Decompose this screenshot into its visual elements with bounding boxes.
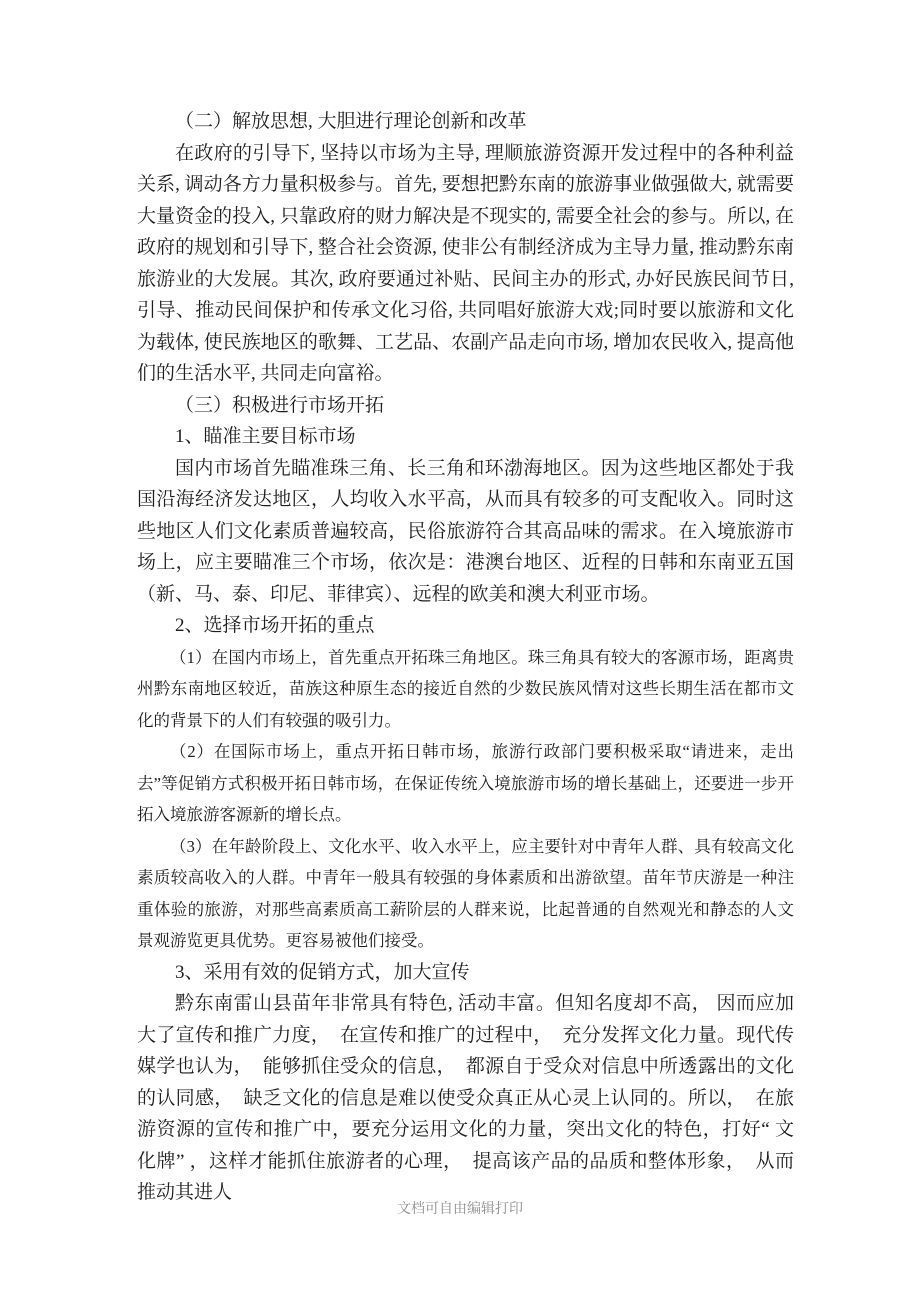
paragraph: 在政府的引导下, 坚持以市场为主导, 理顺旅游资源开发过程中的各种利益关系, 调动各方力量积极参与。首先, 要想把黔东南的旅游事业做强做大, 就需要大量资金的投入, 只靠政府的财力解决是不现实的, 需要全社会的参与。所以, 在政府的规划和引导下, 整合社会资源, 使非公有制经济成为主导力量, 推动黔东南旅游业的大发展。其次, 政府要通过补贴、民间主办的形式, 办好民族民间节日, 引导、推动民间保护和传承文化习俗, 共同唱好旅游大戏;同时要以旅游和文化为载体, 使民族地区的歌舞、工艺品、农副产品走向市场, 增加农民收入, 提高他们的生活水平, 共同走向富裕。 [137,142,794,384]
sub-heading: 1、瞄准主要目标市场 [175,426,356,447]
paragraph: 国内市场首先瞄准珠三角、长三角和环渤海地区。因为这些地区都处于我国沿海经济发达地区，人均收入水平高，从而具有较多的可支配收入。同时这些地区人们文化素质普遍较高，民俗旅游符合其高品味的需求。在入境旅游市场上，应主要瞄准三个市场，依次是：港澳台地区、近程的日韩和东南亚五国（新、马、泰、印尼、菲律宾）、远程的欧美和澳大利亚市场。 [137,457,794,605]
numbered-item: （3）在年龄阶段上、文化水平、收入水平上，应主要针对中青年人群、具有较高文化素质较高收入的人群。中青年一般具有较强的身体素质和出游欲望。苗年节庆游是一种注重体验的旅游，对那些高素质高工薪阶层的人群来说，比起普通的自然观光和静态的人文景观游览更具优势。更容易被他们接受。 [137,836,794,950]
section-heading: （三）积极进行市场开拓 [175,394,385,416]
sub-heading: 2、选择市场开拓的重点 [175,615,375,636]
section-heading: （二）解放思想, 大胆进行理论创新和改革 [175,111,527,132]
numbered-item: （2）在国际市场上，重点开拓日韩市场，旅游行政部门要积极采取“请进来，走出去”等促销方式积极开拓日韩市场，在保证传统入境旅游市场的增长基础上，还要进一步开拓入境旅游客源新的增长点。 [137,742,794,824]
document-body [137,106,794,1209]
paragraph: 黔东南雷山县苗年非常具有特色, 活动丰富。但知名度却不高， 因而应加大了宣传和推广力度， 在宣传和推广的过程中， 充分发挥文化力量。现代传媒学也认为， 能够抓住受众的信息， 都源自于受众对信息中所透露出的文化的认同感， 缺乏文化的信息是难以使受众真正从心灵上认同的。所以， 在旅游资源的宣传和推广中，要充分运用文化的力量，突出文化的特色，打好“ 文化牌” ，这样才能抓住旅游者的心理， 提高该产品的品质和整体形象， 从而推动其进人 [137,993,794,1203]
sub-heading: 3、采用有效的促销方式，加大宣传 [175,961,470,983]
footer-watermark: 文档可自由编辑打印 [397,1200,523,1216]
numbered-item: （1）在国内市场上，首先重点开拓珠三角地区。珠三角具有较大的客源市场，距离贵州黔东南地区较近，苗族这种原生态的接近自然的少数民族风情对这些长期生活在都市文化的背景下的人们有较强的吸引力。 [137,647,794,730]
